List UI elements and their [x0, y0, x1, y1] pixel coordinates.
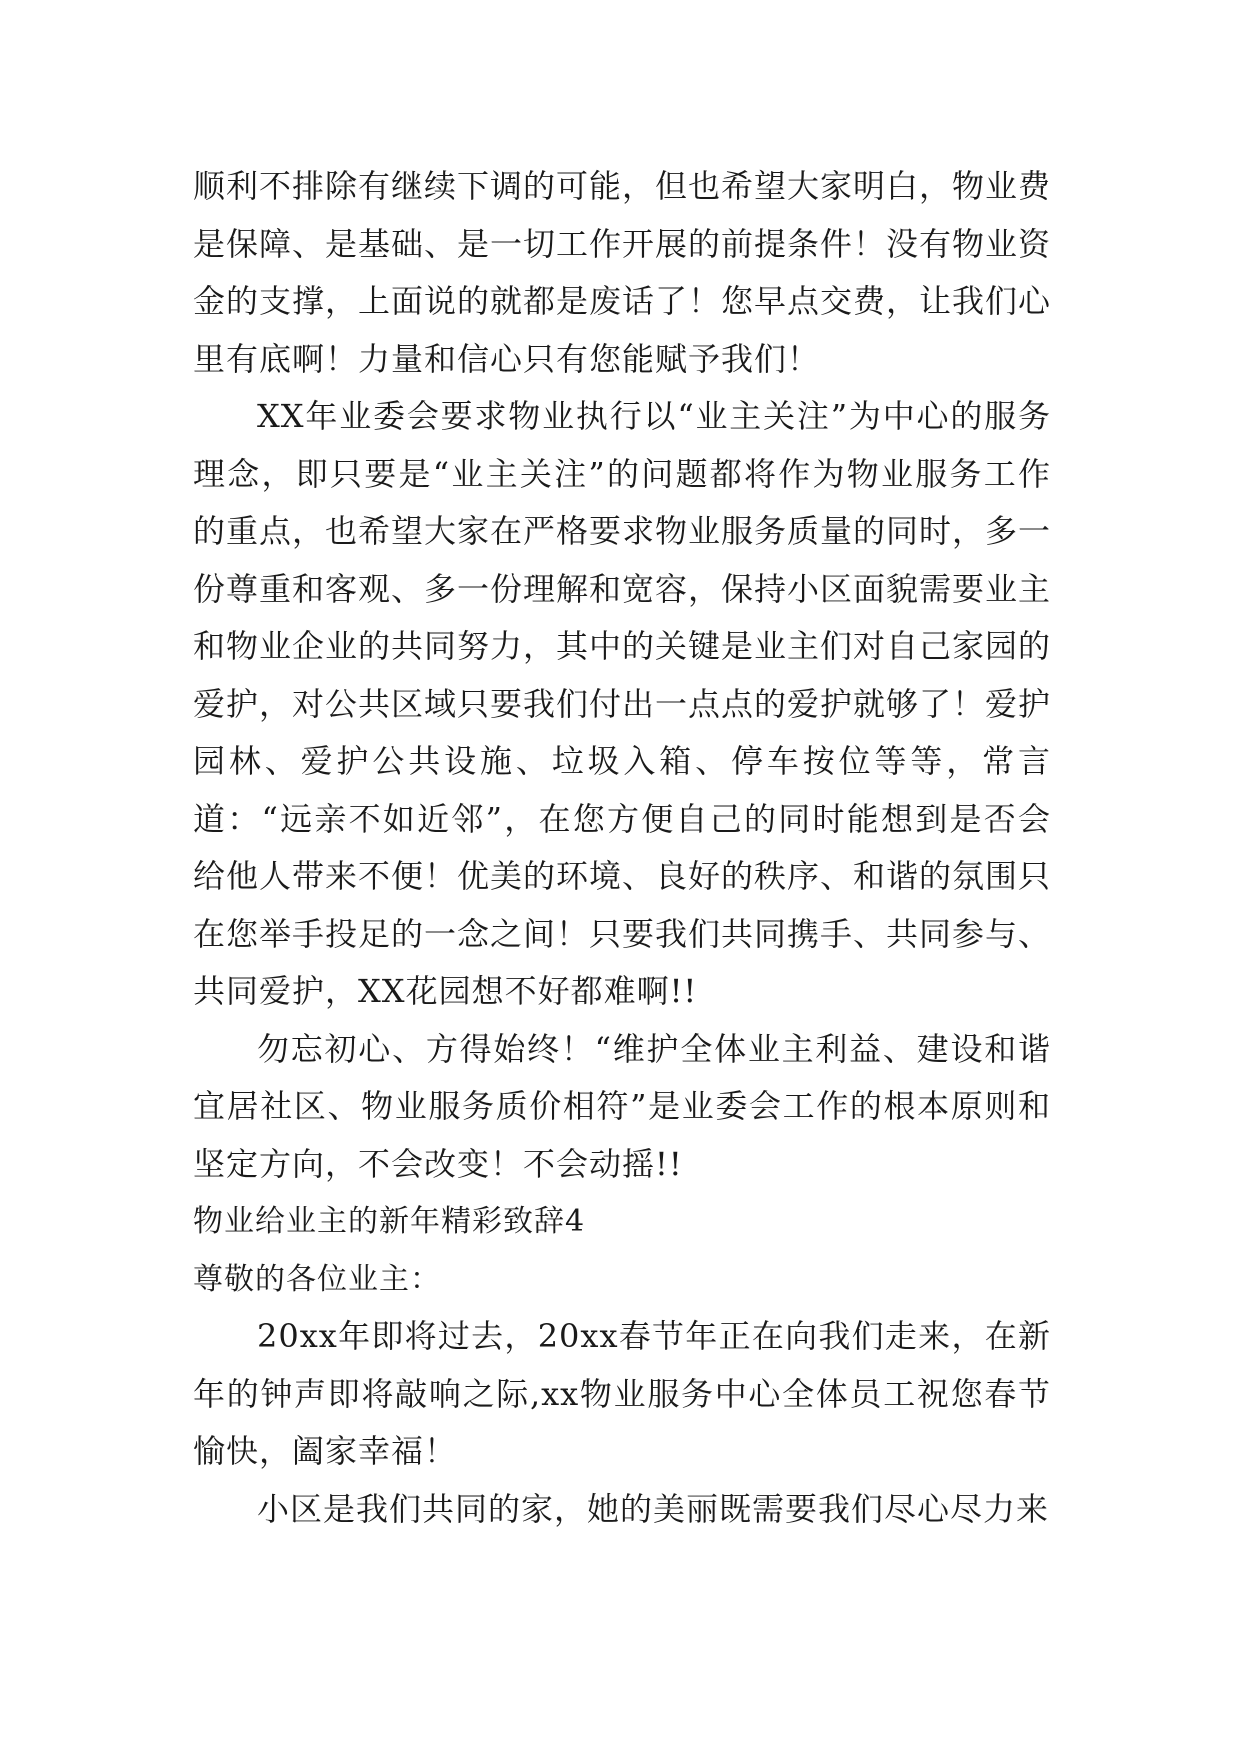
paragraph-continuation: 顺利不排除有继续下调的可能，但也希望大家明白，物业费是保障、是基础、是一切工作开展的前提条件！没有物业资金的支撑，上面说的就都是废话了！您早点交费，让我们心里有底啊！力量和信心只有您能赋予我们！ [193, 167, 1052, 378]
salutation: 尊敬的各位业主： [193, 1261, 441, 1297]
paragraph-original-intention: 勿忘初心、方得始终！“维护全体业主利益、建设和谐宜居社区、物业服务质价相符”是业委会工作的根本原则和坚定方向，不会改变！不会动摇!! [193, 1029, 1051, 1183]
document-body [193, 158, 1051, 1538]
paragraph-community-home: 小区是我们共同的家，她的美丽既需要我们尽心尽力来 [257, 1489, 1050, 1528]
paragraph-committee-requirements: XX年业委会要求物业执行以“业主关注”为中心的服务理念，即只要是“业主关注”的问题都将作为物业服务工作的重点，也希望大家在严格要求物业服务质量的同时，多一份尊重和客观、多一份理解和宽容，保持小区面貌需要业主和物业企业的共同努力，其中的关键是业主们对自己家园的爱护，对公共区域只要我们付出一点点的爱护就够了！爱护园林、爱护公共设施、垃圾入箱、停车按位等等，常言道：“远亲不如近邻”，在您方便自己的同时能想到是否会给他人带来不便！优美的环境、良好的秩序、和谐的氛围只在您举手投足的一念之间！只要我们共同携手、共同参与、共同爱护，XX花园想不好都难啊!! [193, 397, 1052, 1010]
section-title: 物业给业主的新年精彩致辞4 [193, 1204, 586, 1239]
paragraph-new-year-greeting: 20xx年即将过去，20xx春节年正在向我们走来，在新年的钟声即将敲响之际,xx物业服务中心全体员工祝您春节愉快，阖家幸福！ [193, 1317, 1051, 1470]
